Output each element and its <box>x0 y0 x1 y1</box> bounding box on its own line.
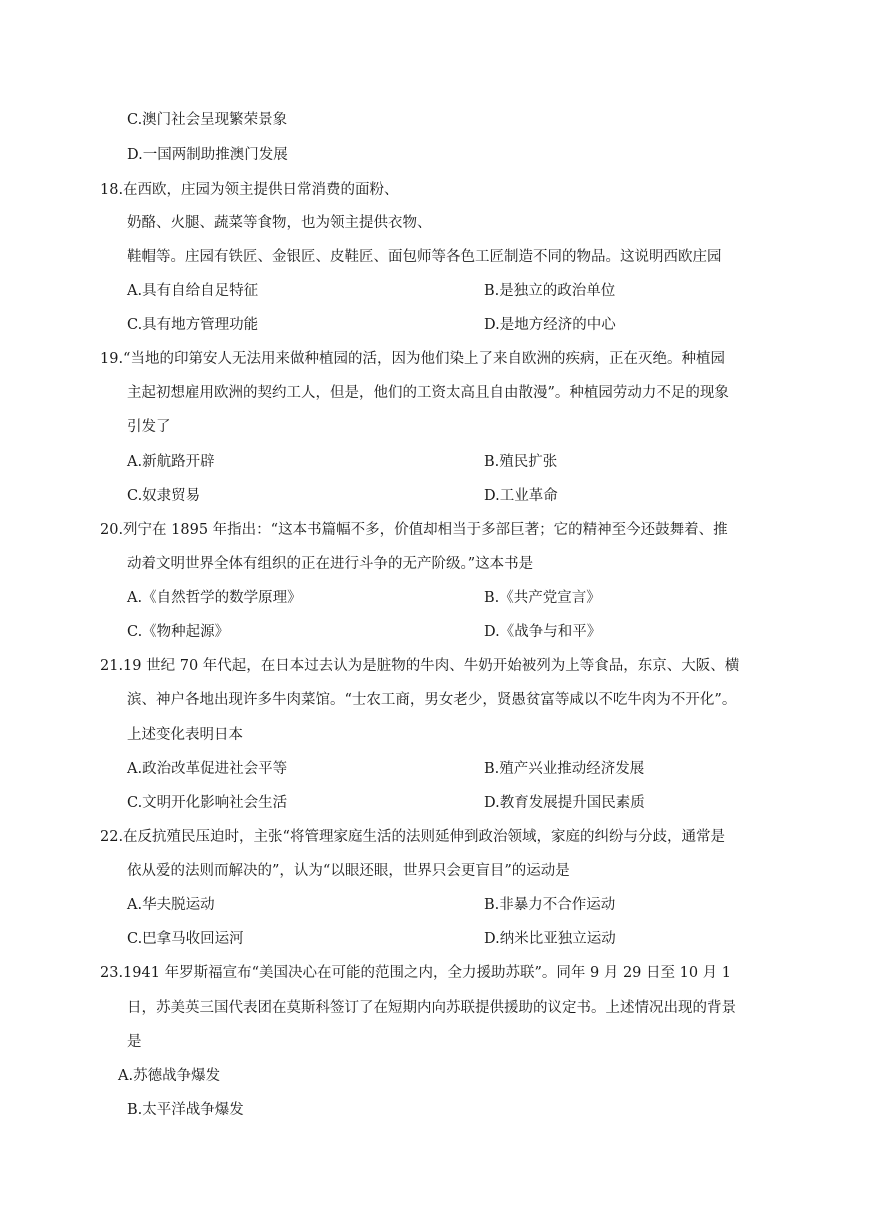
q20-stem-line-1: 20.列宁在 1895 年指出：“这本书篇幅不多，价值却相当于多部巨著；它的精神至今还鼓舞着、推 <box>100 522 728 538</box>
q19-stem-line-2: 主起初想雇用欧洲的契约工人，但是，他们的工资太高且自由散漫”。种植园劳动力不足的现象 <box>127 385 729 401</box>
q17-option-c: C.澳门社会呈现繁荣景象 <box>127 112 288 128</box>
q18-stem-line-2: 奶酪、火腿、蔬菜等食物，也为领主提供衣物、 <box>127 215 432 231</box>
q21-stem-line-2: 滨、神户各地出现许多牛肉菜馆。“士农工商，男女老少，贤愚贫富等咸以不吃牛肉为不开化”。 <box>127 692 737 708</box>
q18-option-d: D.是地方经济的中心 <box>484 317 616 333</box>
q22-option-b: B.非暴力不合作运动 <box>484 897 616 913</box>
q23-stem-line-1: 23.1941 年罗斯福宣布“美国决心在可能的范围之内，全力援助苏联”。同年 9 月 29 日至 10 月 1 <box>100 965 732 981</box>
q20-stem-line-2: 动着文明世界全体有组织的正在进行斗争的无产阶级。”这本书是 <box>127 556 534 572</box>
q21-stem-line-1: 21.19 世纪 70 年代起，在日本过去认为是脏物的牛肉、牛奶开始被列为上等食品，东京、大阪、横 <box>100 658 740 674</box>
q21-stem-line-3: 上述变化表明日本 <box>127 727 243 743</box>
q20-option-c: C.《物种起源》 <box>127 624 230 640</box>
q18-option-b: B.是独立的政治单位 <box>484 283 616 299</box>
q19-stem-line-1: 19.“当地的印第安人无法用来做种植园的活，因为他们染上了来自欧洲的疾病，正在灭绝。种植园 <box>100 351 725 367</box>
q23-option-a: A.苏德战争爆发 <box>118 1068 221 1084</box>
q21-option-c: C.文明开化影响社会生活 <box>127 795 288 811</box>
q18-stem-line-3: 鞋帽等。庄园有铁匠、金银匠、皮鞋匠、面包师等各色工匠制造不同的物品。这说明西欧庄园 <box>127 249 722 265</box>
q19-option-c: C.奴隶贸易 <box>127 488 201 504</box>
q21-option-b: B.殖产兴业推动经济发展 <box>484 761 645 777</box>
q23-stem-line-3: 是 <box>127 1034 142 1050</box>
q20-option-b: B.《共产党宣言》 <box>484 590 601 606</box>
q19-stem-line-3: 引发了 <box>127 419 171 435</box>
q19-option-a: A.新航路开辟 <box>127 454 215 470</box>
q23-option-b: B.太平洋战争爆发 <box>127 1102 244 1118</box>
q21-option-a: A.政治改革促进社会平等 <box>127 761 288 777</box>
q22-option-d: D.纳米比亚独立运动 <box>484 931 616 947</box>
q20-option-a: A.《自然哲学的数学原理》 <box>127 590 302 606</box>
q22-stem-line-1: 22.在反抗殖民压迫时，主张“将管理家庭生活的法则延伸到政治领域，家庭的纠纷与分歧，通常是 <box>100 829 725 845</box>
q20-option-d: D.《战争与和平》 <box>484 624 602 640</box>
q23-stem-line-2: 日，苏美英三国代表团在莫斯科签订了在短期内向苏联提供援助的议定书。上述情况出现的背景 <box>127 1000 736 1016</box>
q19-option-d: D.工业革命 <box>484 488 558 504</box>
q22-option-c: C.巴拿马收回运河 <box>127 931 244 947</box>
q18-stem-line-1: 18.在西欧，庄园为领主提供日常消费的面粉、 <box>100 182 399 198</box>
q22-option-a: A.华夫脱运动 <box>127 897 215 913</box>
q21-option-d: D.教育发展提升国民素质 <box>484 795 645 811</box>
q22-stem-line-2: 依从爱的法则而解决的”，认为“以眼还眼，世界只会更盲目”的运动是 <box>127 863 570 879</box>
q18-option-a: A.具有自给自足特征 <box>127 283 259 299</box>
q19-option-b: B.殖民扩张 <box>484 454 558 470</box>
q17-option-d: D.一国两制助推澳门发展 <box>127 147 288 163</box>
q18-option-c: C.具有地方管理功能 <box>127 317 259 333</box>
